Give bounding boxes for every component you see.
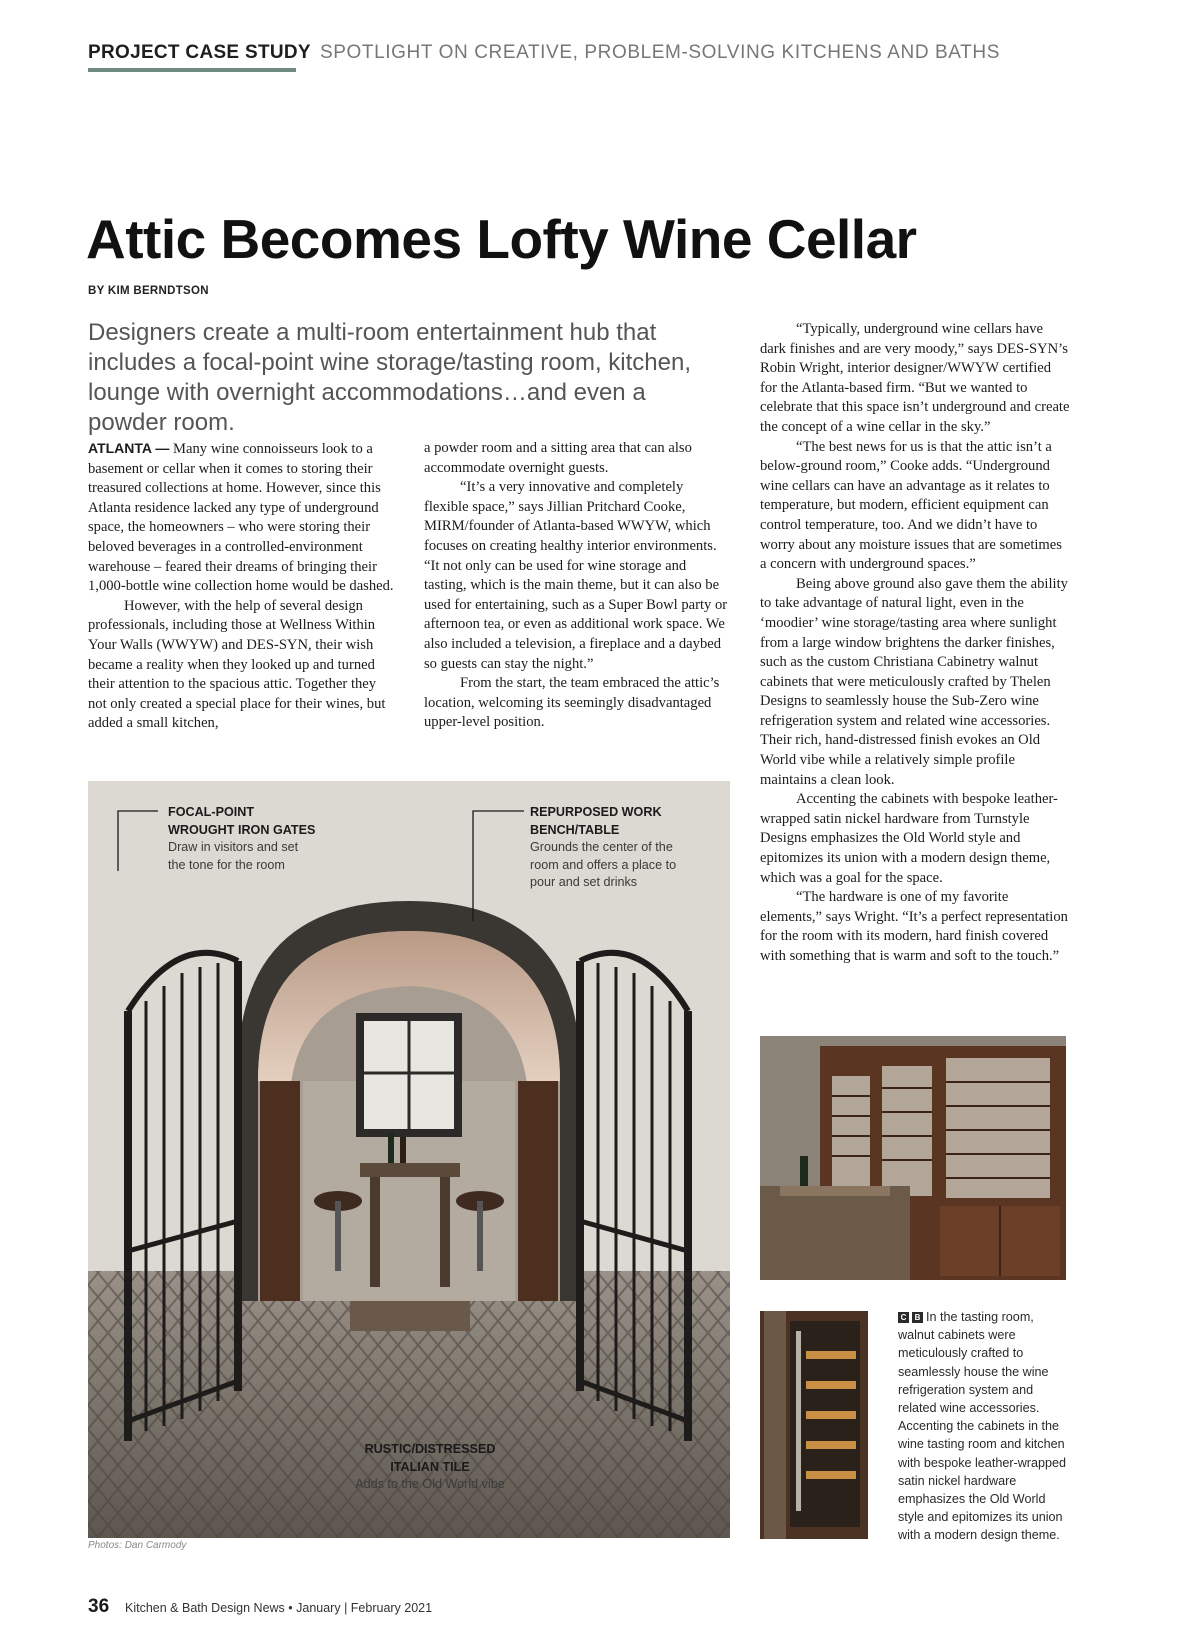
callout-title: REPURPOSED WORK BENCH/TABLE: [530, 805, 662, 837]
callout-tile: [330, 1441, 530, 1494]
section-subtitle: SPOTLIGHT ON CREATIVE, PROBLEM-SOLVING KITCHENS AND BATHS: [320, 42, 1000, 63]
paragraph: “It’s a very innovative and completely flexible space,” says Jillian Pritchard Cooke, MIRM/founder of Atlanta-based WWYW, which focuses on creating healthy interior environments. “It not only can be used for wine storage and tasting, which is the main theme, but it can also be used for entertaining, such as a Super Bowl party or afternoon tea, or even as additional work space. We also included a television, a fireplace and a daybed so guests can stay the night.”: [424, 479, 728, 672]
article-deck: Designers create a multi-room entertainment hub that includes a focal-point wine storage/tasting room, kitchen, lounge with overnight accommodations…and even a powder room.: [88, 319, 691, 436]
paragraph: “Typically, underground wine cellars have dark finishes and are very moody,” says DES-SYN’s Robin Wright, interior designer/WWYW certified for the Atlanta-based firm. “But we wanted to celebrate that this space isn’t underground and create the concept of a wine cellar in the sky.”: [760, 321, 1070, 435]
paragraph: “The hardware is one of my favorite elements,” says Wright. “It’s a perfect representation for the room with its modern, hard finish covered with something that is warm and soft to the touch.”: [760, 889, 1068, 964]
publication-line: Kitchen & Bath Design News • January | February 2021: [125, 1601, 433, 1615]
paragraph: However, with the help of several design professionals, including those at Wellness Within Your Walls (WWYW) and DES-SYN, their wish became a reality when they looked up and turned their attention to the spacious attic. Together they not only created a special place for their wines, but added a small kitchen,: [88, 597, 386, 732]
wine-room-illustration: [88, 781, 730, 1538]
caption-text: In the tasting room, walnut cabinets were meticulously crafted to seamlessly house the wine refrigeration system and related wine accessories. Accenting the cabinets in the wine tasting room and kitchen with bespoke leather-wrapped satin nickel hardware emphasizes the Old World style and epitomizes its union with a modern design theme.: [898, 1310, 1067, 1543]
photo-c-icon: C: [898, 1312, 909, 1323]
callout-description: Draw in visitors and set the tone for the room: [168, 840, 299, 872]
paragraph: From the start, the team embraced the attic’s location, welcoming its seemingly disadvantaged upper-level position.: [424, 675, 720, 731]
paragraph: [88, 439, 394, 597]
main-photo: [88, 781, 730, 1538]
photo-b-icon: B: [912, 1312, 923, 1323]
photo-caption: [898, 1308, 1072, 1545]
paragraph: Accenting the cabinets with bespoke leather-wrapped satin nickel hardware from Turnstyle Designs emphasizes the Old World style and epitomizes its union with a modern design theme, which was a goal for the space.: [760, 791, 1058, 886]
callout-title: RUSTIC/DISTRESSED ITALIAN TILE: [364, 1442, 496, 1474]
callout-bench: [530, 804, 720, 892]
paragraph: a powder room and a sitting area that can also accommodate overnight guests.: [424, 440, 692, 476]
paragraph-text: Many wine connoisseurs look to a basement or cellar when it comes to storing their treasured collections at home. However, since this Atlanta residence lacked any type of underground space, the homeowners – who were storing their beloved beverages in a controlled-environment warehouse – feared their dreams of bringing their 1,000-bottle wine collection home would be dashed.: [88, 441, 394, 595]
section-tag-underline: [88, 68, 296, 72]
article-title: Attic Becomes Lofty Wine Cellar: [86, 208, 917, 270]
paragraph: Being above ground also gave them the ability to take advantage of natural light, even in the ‘moodier’ wine storage/tasting area where sunlight from a large window brightens the darker finishes, such as the custom Christiana Cabinetry walnut cabinets that were meticulously crafted by Thelen Designs to seamlessly house the Sub-Zero wine refrigeration system and related wine accessories. Their rich, hand-distressed finish evokes an Old World vibe while a relatively simple profile maintains a clean look.: [760, 575, 1068, 788]
paragraph: “The best news for us is that the attic isn’t a below-ground room,” Cooke adds. “Underground wine cellars can have an advantage as it relates to temperature, but modern, efficient equipment can control temperature, too. And we didn’t have to worry about any moisture issues that are sometimes a concern with underground spaces.”: [760, 438, 1062, 573]
callout-description: Adds to the Old World vibe: [355, 1477, 505, 1491]
callout-title: FOCAL-POINT WROUGHT IRON GATES: [168, 805, 316, 837]
section-tag: PROJECT CASE STUDY: [88, 42, 311, 63]
cabinets-illustration: [760, 1036, 1066, 1280]
byline: BY KIM BERNDTSON: [88, 285, 209, 297]
body-column-3: [760, 320, 1070, 967]
body-column-2: [424, 439, 730, 733]
page-number: 36: [88, 1596, 110, 1617]
dateline: ATLANTA —: [88, 440, 170, 456]
callout-description: Grounds the center of the room and offers a place to pour and set drinks: [530, 840, 677, 889]
photo-credit: Photos: Dan Carmody: [88, 1540, 187, 1551]
cabinets-photo: [760, 1036, 1066, 1280]
hardware-photo: [760, 1311, 868, 1539]
hardware-illustration: [760, 1311, 868, 1539]
callout-gates: [168, 804, 368, 874]
body-column-1: [88, 439, 394, 734]
